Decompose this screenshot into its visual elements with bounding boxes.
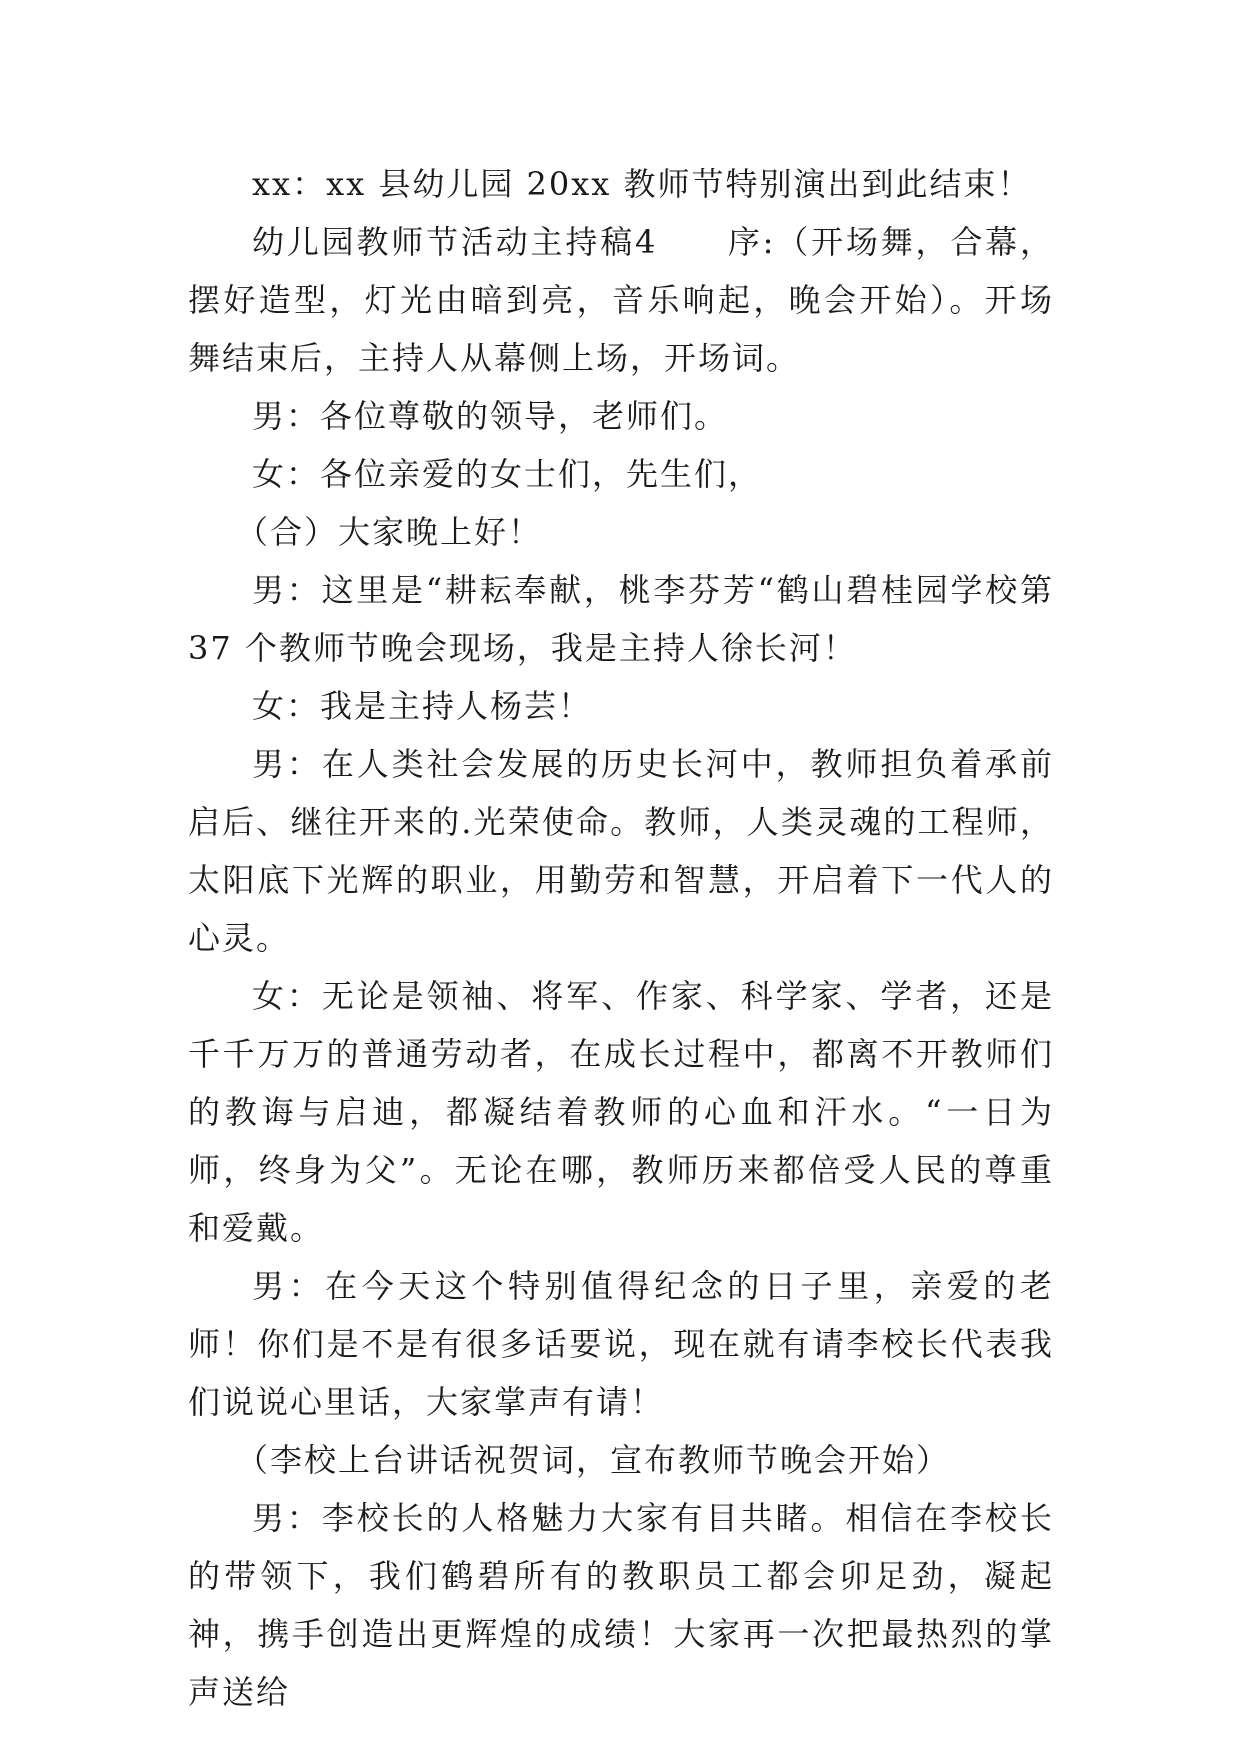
paragraph-script-title-and-prelude: 幼儿园教师节活动主持稿4 序:（开场舞，合幕，摆好造型，灯光由暗到亮，音乐响起，晚会开始）。开场舞结束后，主持人从幕侧上场，开场词。 bbox=[188, 223, 1054, 377]
paragraph-closing-line: xx：xx 县幼儿园 20xx 教师节特别演出到此结束！ bbox=[252, 165, 1032, 203]
paragraph-together-greeting: （合）大家晚上好！ bbox=[236, 513, 543, 551]
document-body bbox=[188, 155, 1054, 1721]
paragraph-male-intro: 男：这里是“耕耘奉献，桃李芬芳“鹤山碧桂园学校第 37 个教师节晚会现场，我是主持人徐长河！ bbox=[188, 571, 1054, 667]
paragraph-female-teacher-respect: 女：无论是领袖、将军、作家、科学家、学者，还是千千万万的普通劳动者，在成长过程中，都离不开教师们的教诲与启迪，都凝结着教师的心血和汗水。“一日为师，终身为父”。无论在哪，教师历来都倍受人民的尊重和爱戴。 bbox=[188, 977, 1054, 1247]
paragraph-male-praise-principal: 男：李校长的人格魅力大家有目共睹。相信在李校长的带领下，我们鹤碧所有的教职员工都会卯足劲，凝起神，携手创造出更辉煌的成绩！大家再一次把最热烈的掌声送给 bbox=[188, 1499, 1054, 1711]
paragraph-female-intro: 女：我是主持人杨芸！ bbox=[252, 687, 593, 725]
paragraph-male-teacher-mission: 男：在人类社会发展的历史长河中，教师担负着承前启后、继往开来的.光荣使命。教师，人类灵魂的工程师，太阳底下光辉的职业，用勤劳和智慧，开启着下一代人的心灵。 bbox=[188, 745, 1054, 957]
paragraph-female-greeting: 女：各位亲爱的女士们，先生们， bbox=[252, 455, 763, 493]
paragraph-male-greeting: 男：各位尊敬的领导，老师们。 bbox=[252, 397, 729, 435]
paragraph-male-invite-principal: 男：在今天这个特别值得纪念的日子里，亲爱的老师！你们是不是有很多话要说，现在就有请李校长代表我们说说心里话，大家掌声有请！ bbox=[188, 1267, 1054, 1421]
paragraph-stage-direction: （李校上台讲话祝贺词，宣布教师节晚会开始） bbox=[236, 1441, 951, 1479]
